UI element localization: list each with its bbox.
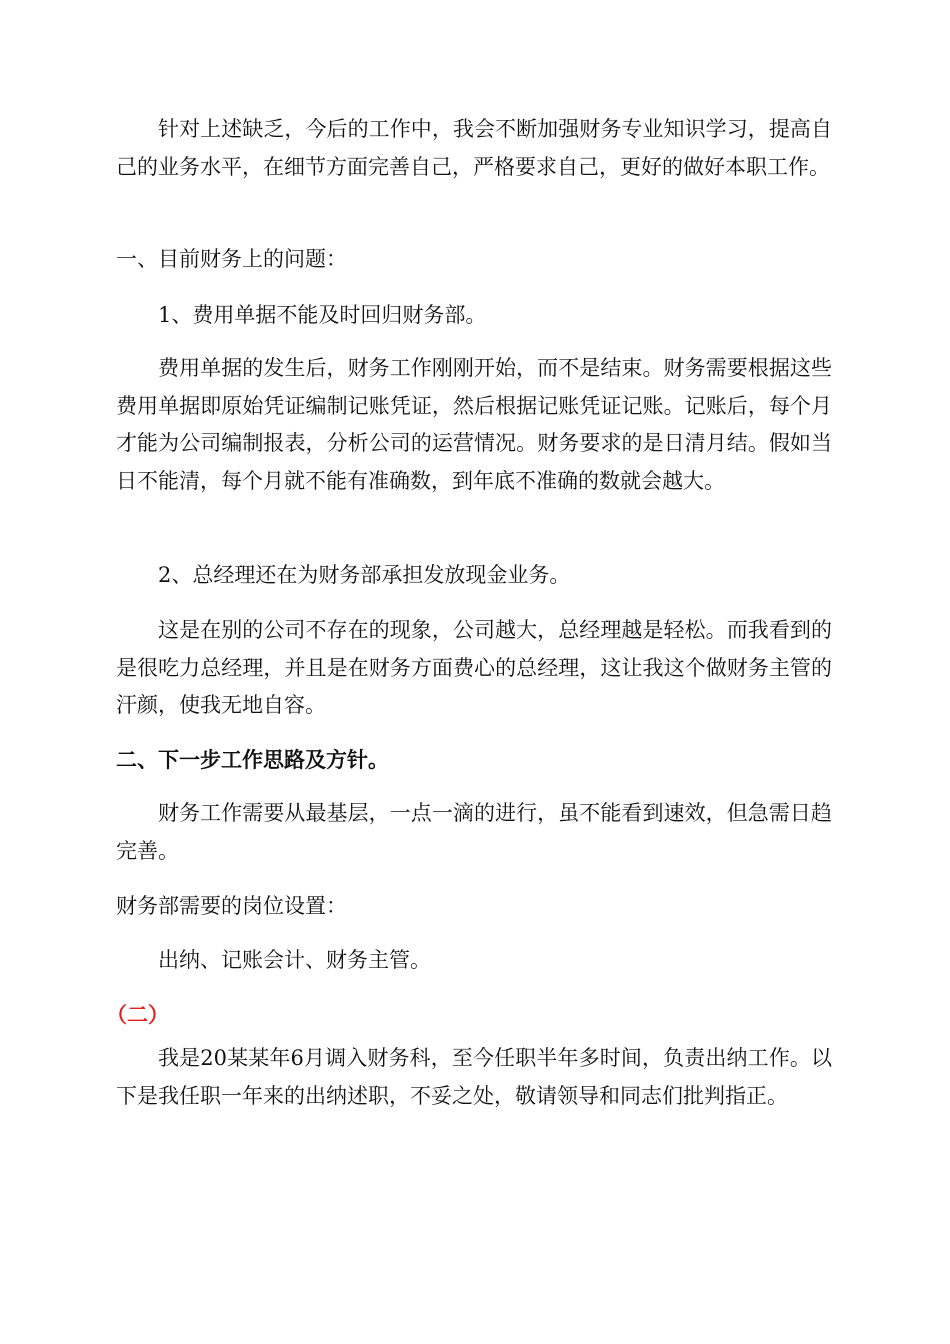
section-marker-two: （二） [106,1003,169,1027]
paragraph-cashier-report: 我是20某某年6月调入财务科，至今任职半年多时间，负责出纳工作。以下是我任职一年来的出纳述职，不妥之处，敬请领导和同志们批判指正。 [116,1046,832,1108]
paragraph-positions-label: 财务部需要的岗位设置： [116,894,347,918]
paragraph-problem-2-detail: 这是在别的公司不存在的现象，公司越大，总经理越是轻松。而我看到的是很吃力总经理，并且是在财务方面费心的总经理，这让我这个做财务主管的汗颜，使我无地自容。 [116,618,832,717]
heading-next-steps: 二、下一步工作思路及方针。 [116,748,389,772]
paragraph-next-steps-detail: 财务工作需要从最基层，一点一滴的进行，虽不能看到速效，但急需日趋完善。 [116,801,832,863]
paragraph-problem-1-detail: 费用单据的发生后，财务工作刚刚开始，而不是结束。财务需要根据这些费用单据即原始凭证编制记账凭证，然后根据记账凭证记账。记账后，每个月才能为公司编制报表，分析公司的运营情况。财务要求的是日清月结。假如当日不能清，每个月就不能有准确数，到年底不准确的数就会越大。 [116,356,832,493]
paragraph-improvement-plan: 针对上述缺乏，今后的工作中，我会不断加强财务专业知识学习，提高自己的业务水平，在细节方面完善自己，严格要求自己，更好的做好本职工作。 [116,117,832,179]
paragraph-positions-list: 出纳、记账会计、财务主管。 [158,948,431,972]
list-item-problem-1: 1、费用单据不能及时回归财务部。 [158,303,487,327]
heading-current-problems: 一、目前财务上的问题： [116,247,347,271]
list-item-problem-2: 2、总经理还在为财务部承担发放现金业务。 [158,563,571,587]
